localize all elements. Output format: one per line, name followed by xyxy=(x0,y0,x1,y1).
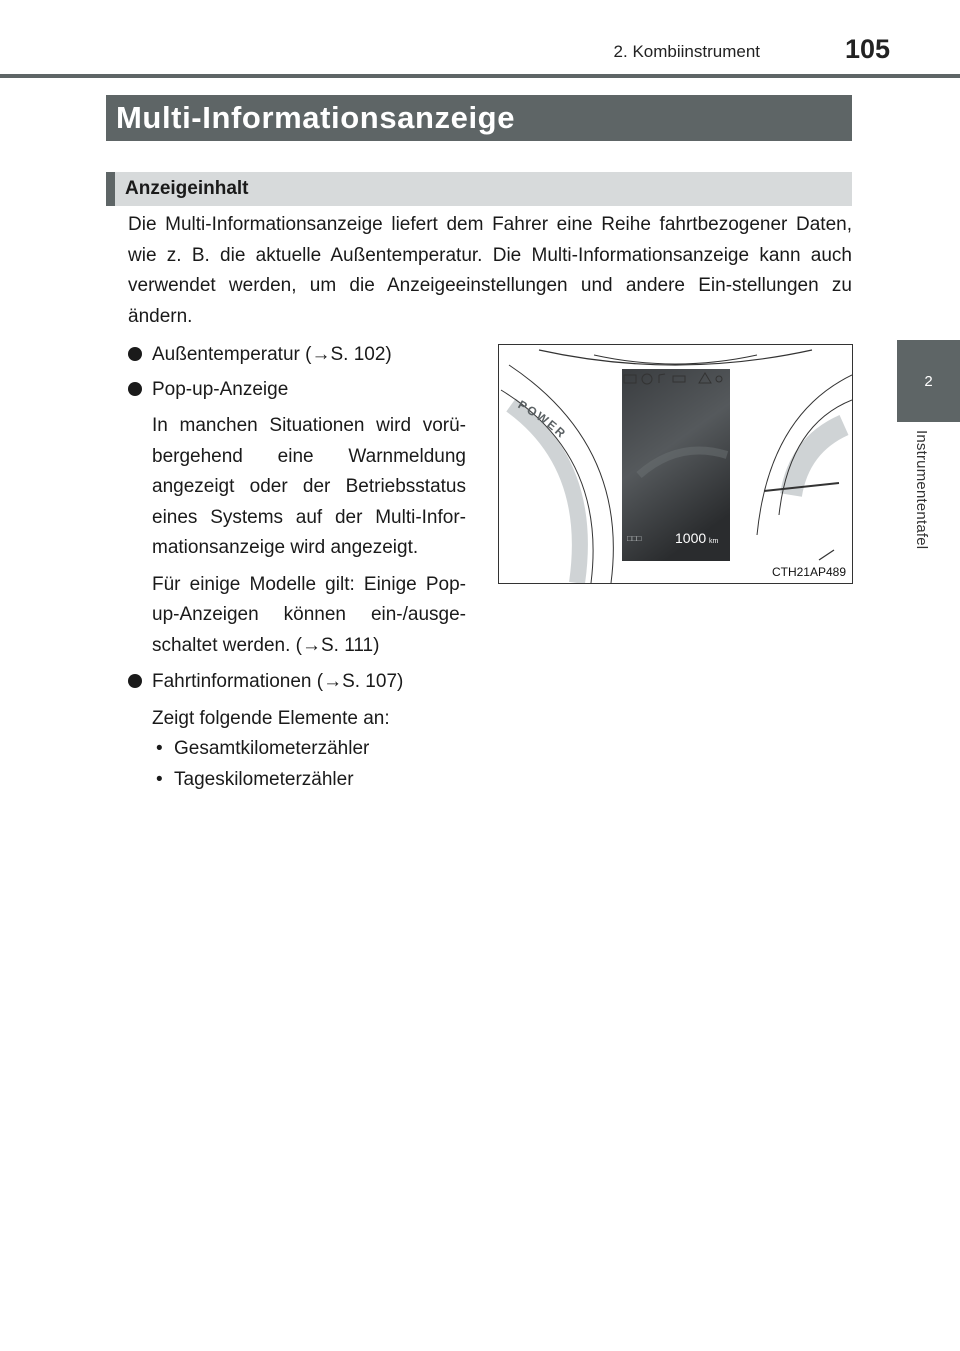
bullet-item xyxy=(128,375,466,406)
chapter-tab-number: 2 xyxy=(924,372,933,390)
page-number: 105 xyxy=(844,34,890,64)
bullet-label: Fahrtinformationen (→S. 107) xyxy=(152,671,404,692)
chapter-title: 2. Kombiinstrument xyxy=(613,42,760,61)
instrument-cluster-figure xyxy=(498,344,853,584)
power-label: POWER xyxy=(515,397,570,442)
bullet-item xyxy=(128,667,466,698)
bullet-description: Für einige Modelle gilt: Einige Pop-up-Anzeigen können ein-/ausge-schaltet werden. (→S. 111) xyxy=(152,573,466,656)
sub-list-item: • Gesamtkilometerzähler xyxy=(152,734,466,765)
sub-list-item: • Tageskilometerzähler xyxy=(152,765,466,796)
bullet-label: Pop-up-Anzeige xyxy=(152,378,289,400)
bullet-description: Zeigt folgende Elemente an: xyxy=(152,707,390,729)
bullet-dot-icon xyxy=(128,382,142,396)
odometer-unit: km xyxy=(709,538,719,545)
chapter-tab-label: Instrumententafel xyxy=(913,430,930,550)
svg-text:□□□: □□□ xyxy=(627,534,642,543)
intro-paragraph: Die Multi-Informationsanzeige liefert dem Fahrer eine Reihe fahrtbezogener Daten, wie z. B. die aktuelle Außentemperatur. Die Multi-Informationsanzeige kann auch verwendet werden, um die Anzeigeeinstellungen und andere Ein-stellungen zu ändern. xyxy=(128,214,852,327)
chapter-tab[interactable] xyxy=(897,340,960,422)
subsection-title: Anzeigeinhalt xyxy=(106,172,852,206)
bullet-dot-icon xyxy=(128,347,142,361)
bullet-item xyxy=(128,340,466,371)
sub-list xyxy=(128,734,466,795)
bullet-description: In manchen Situationen wird vorü-bergehend eine Warnmeldung angezeigt oder der Betriebsstatus eines Systems auf der Multi-Infor-mationsanzeige wird angezeigt. xyxy=(152,415,466,558)
bullet-dot-icon xyxy=(128,674,142,688)
odometer-value: 1000 xyxy=(675,530,707,546)
bullet-list xyxy=(128,340,466,795)
header-rule xyxy=(0,74,960,78)
power-gauge-arc xyxy=(511,405,580,583)
bullet-label: Außentemperatur (→S. 102) xyxy=(152,344,392,365)
instrument-cluster-illustration xyxy=(499,345,852,583)
section-title: Multi-Informationsanzeige xyxy=(106,95,852,141)
figure-code: CTH21AP489 xyxy=(771,565,846,579)
